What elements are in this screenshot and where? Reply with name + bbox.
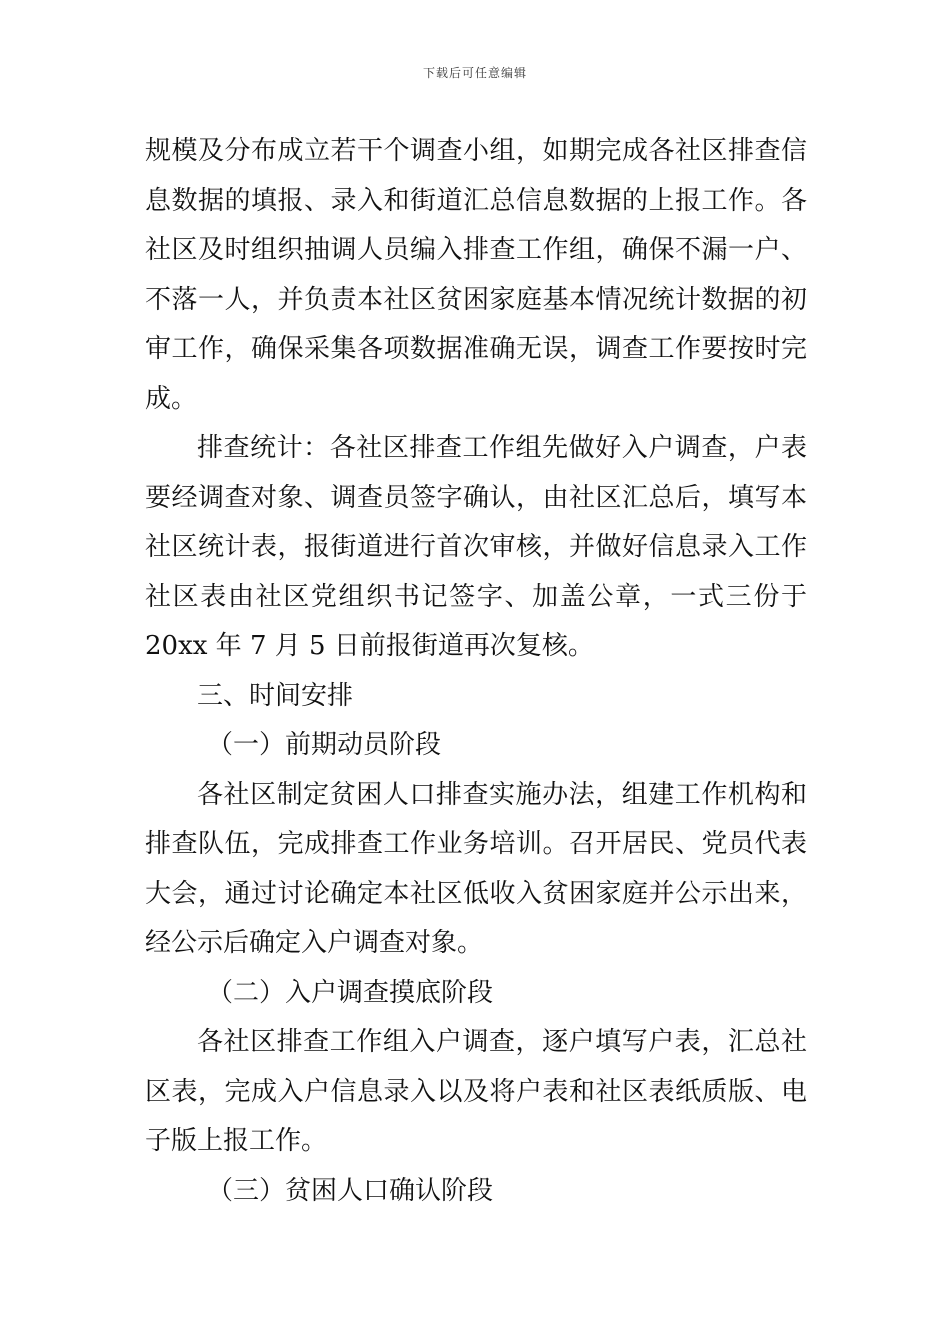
paragraph-line: 社区及时组织抽调人员编入排查工作组，确保不漏一户、 [145,235,807,265]
section-heading: 三、时间安排 [197,680,354,711]
paragraph-line: 各社区排查工作组入户调查，逐户填写户表，汇总社 [197,1027,807,1057]
paragraph-line: 大会，通过讨论确定本社区低收入贫困家庭并公示出来， [145,878,807,909]
paragraph-line: 区表，完成入户信息录入以及将户表和社区表纸质版、电 [145,1076,807,1107]
paragraph-line: 排查队伍，完成排查工作业务培训。召开居民、党员代表 [145,829,807,859]
subsection-heading: （一）前期动员阶段 [207,730,442,760]
page-header: 下载后可任意编辑 [422,66,527,80]
document-body [145,127,807,1216]
paragraph-line: 社区表由社区党组织书记签字、加盖公章，一式三份于 [145,581,807,612]
paragraph-line: 排查统计：各社区排查工作组先做好入户调查，户表 [197,433,807,463]
paragraph-line: 20xx 年 7 月 5 日前报街道再次复核。 [145,631,594,661]
paragraph-line: 子版上报工作。 [145,1126,328,1156]
paragraph-line: 要经调查对象、调查员签字确认，由社区汇总后，填写本 [145,482,807,513]
paragraph-line: 审工作，确保采集各项数据准确无误，调查工作要按时完 [145,334,807,364]
paragraph-line: 规模及分布成立若干个调查小组，如期完成各社区排查信 [145,136,807,166]
subsection-heading: （二）入户调查摸底阶段 [207,977,494,1008]
paragraph-line: 息数据的填报、录入和街道汇总信息数据的上报工作。各 [145,185,807,216]
paragraph-line: 社区统计表，报街道进行首次审核，并做好信息录入工作 [145,532,807,562]
paragraph-line: 成。 [145,383,198,414]
paragraph-line: 各社区制定贫困人口排查实施办法，组建工作机构和 [197,779,807,810]
paragraph-line: 不落一人，并负责本社区贫困家庭基本情况统计数据的初 [145,284,807,315]
paragraph-line: 经公示后确定入户调查对象。 [145,928,484,958]
subsection-heading: （三）贫困人口确认阶段 [207,1175,494,1206]
